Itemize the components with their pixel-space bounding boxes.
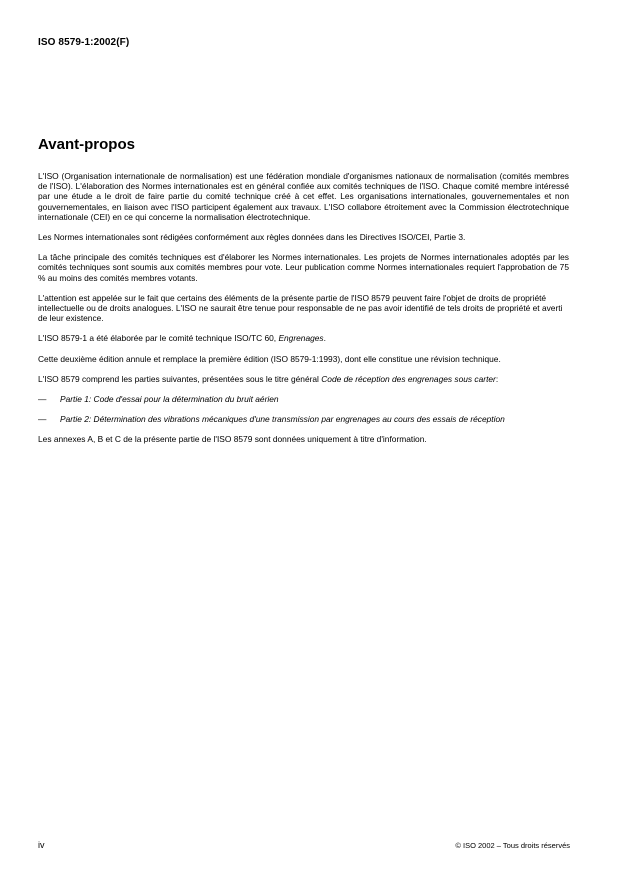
- general-title: Code de réception des engrenages sous carter: [321, 373, 496, 384]
- paragraph-iso-organisation: L'ISO (Organisation internationale de normalisation) est une fédération mondiale d'organismes nationaux de normalisation (comités membres de l'ISO). L'élaboration des Normes internationales est en général confiée aux comités techniques de l'ISO. Chaque comité membre intéressé par une étude a le droit de faire partie du comité technique créé à cet effet. Les organisations internationales, gouvernementales et non gouvernementales, en liaison avec l'ISO participent également aux travaux. L'ISO collabore étroitement avec la Commission électrotechnique internationale (CEI) en ce qui concerne la normalisation électrotechnique.: [38, 171, 569, 222]
- page-title: Avant-propos: [38, 136, 135, 153]
- paragraph-edition: Cette deuxième édition annule et remplace la première édition (ISO 8579-1:1993), dont elle constitue une révision technique.: [38, 353, 501, 364]
- prepared-by-text: L'ISO 8579-1 a été élaborée par le comité technique ISO/TC 60,: [38, 333, 279, 344]
- paragraph-patent-rights: L'attention est appelée sur le fait que certains des éléments de la présente partie de l'ISO 8579 peuvent faire l'objet de droits de propriété intellectuelle ou de droits analogues. L'ISO ne saurait être tenue pour responsable de ne pas avoir identifié de tels droits de propriété et averti de leur existence.: [38, 292, 563, 324]
- paragraph-technical-committees: La tâche principale des comités techniques est d'élaborer les Normes internationales. Les projets de Normes internationales adoptés par les comités techniques sont soumis aux comités membres pour vote. Leur publication comme Normes internationales requiert l'approbation de 75 % au moins des comités membres votants.: [38, 252, 569, 283]
- list-item-text: Partie 1: Code d'essai pour la détermination du bruit aérien: [60, 394, 279, 405]
- copyright-notice: © ISO 2002 – Tous droits réservés: [455, 841, 570, 850]
- committee-title: Engrenages: [278, 333, 324, 344]
- paragraph-drafting-rules: Les Normes internationales sont rédigées conformément aux règles données dans les Directives ISO/CEI, Partie 3.: [38, 232, 466, 243]
- list-item: [38, 394, 569, 404]
- parts-intro-text: L'ISO 8579 comprend les parties suivantes, présentées sous le titre général: [38, 373, 322, 384]
- parts-intro-end: :: [495, 373, 499, 384]
- list-item: [38, 414, 569, 424]
- paragraph-parts-intro: [38, 374, 569, 384]
- list-dash: —: [38, 414, 47, 425]
- foreword-body: [38, 171, 569, 455]
- list-item-text: Partie 2: Détermination des vibrations mécaniques d'une transmission par engrenages au cours des essais de réception: [60, 414, 505, 425]
- paragraph-prepared-by: [38, 333, 569, 343]
- prepared-by-end: .: [323, 333, 326, 344]
- list-dash: —: [38, 394, 47, 405]
- paragraph-annexes: Les annexes A, B et C de la présente partie de l'ISO 8579 sont données uniquement à titre d'information.: [38, 434, 427, 445]
- document-code: ISO 8579-1:2002(F): [38, 37, 130, 48]
- page-number: iv: [38, 840, 45, 850]
